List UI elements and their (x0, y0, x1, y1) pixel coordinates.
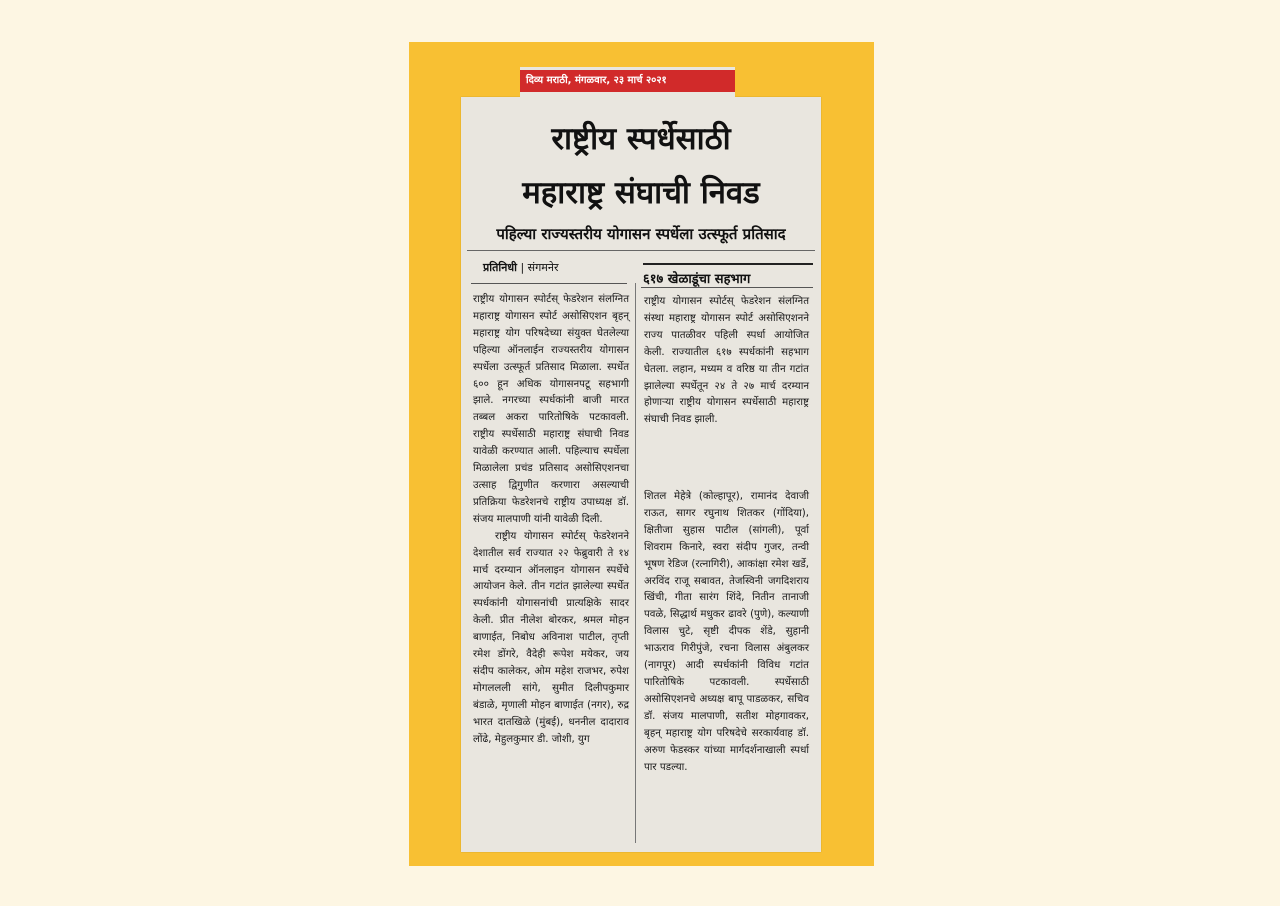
left-paragraph-1: राष्ट्रीय योगासन स्पोर्टस् फेडरेशन संलग्नित महाराष्ट्र योगासन स्पोर्ट असोसिएशन बृहन् महाराष्ट्र योग परिषदेच्या संयुक्त घेतलेल्या पहिल्या ऑनलाईन राज्यस्तरीय योगासन स्पर्धेला उत्स्फूर्त प्रतिसाद मिळाला. स्पर्धेत ६०० हून अधिक योगासनपटू सहभागी झाले. नगरच्या स्पर्धकांनी बाजी मारत तब्बल अकरा पारितोषिके पटकावली. राष्ट्रीय स्पर्धेसाठी महाराष्ट्र संघाची निवड यावेळी करण्यात आली. पहिल्याच स्पर्धेला मिळालेला प्रचंड प्रतिसाद असोसिएशनचा उत्साह द्विगुणीत करणारा असल्याची प्रतिक्रिया फेडरेशनचे राष्ट्रीय उपाध्यक्ष डॉ. संजय मालपाणी यांनी यावेळी दिली. (473, 294, 629, 525)
right-column-top (644, 294, 809, 429)
byline (483, 260, 558, 275)
side-heading: ६१७ खेळाडूंचा सहभाग (643, 263, 813, 287)
left-column-rule (471, 283, 627, 284)
byline-place: संगमनेर (527, 261, 559, 274)
right-paragraph-1: राष्ट्रीय योगासन स्पोर्टस् फेडरेशन संलग्नित संस्था महाराष्ट्र योगासन स्पोर्ट असोसिएशनने राज्य पातळीवर पहिली स्पर्धा आयोजित केली. राज्यातील ६१७ स्पर्धकांनी सहभाग घेतला. लहान, मध्यम व वरिष्ठ या तीन गटांत झालेल्या स्पर्धेतून २४ ते २७ मार्च दरम्यान होणाऱ्या राष्ट्रीय योगासन स्पर्धेसाठी महाराष्ट्र संघाची निवड झाली. (644, 296, 809, 426)
masthead-band: दिव्य मराठी, मंगळवार, २३ मार्च २०२१ (520, 70, 735, 92)
masthead (520, 67, 735, 97)
headline-line-1: राष्ट्रीय स्पर्धेसाठी (551, 121, 731, 157)
column-divider (635, 283, 636, 843)
right-column-bottom (644, 489, 809, 776)
newspaper-clipping (461, 97, 821, 852)
byline-separator: | (520, 261, 528, 274)
subheadline-rule (467, 250, 815, 251)
left-column (473, 292, 629, 748)
byline-author: प्रतिनिधी (483, 261, 517, 274)
right-paragraph-2: शितल मेहेत्रे (कोल्हापूर), रामानंद देवाजी राऊत, सागर रघुनाथ शितकर (गोंदिया), क्षितीजा सुहास पाटील (सांगली), पूर्वा शिवराम किनारे, स्वरा संदीप गुजर, तन्वी भूषण रेडिज (रत्नागिरी), आकांक्षा रमेश खर्डे, अरविंद राजू सबावत, तेजस्विनी जगदिशराय खिंची, गीता सारंग शिंदे, नितीन तानाजी पवळे, सिद्धार्थ मधुकर ढावरे (पुणे), कल्याणी विलास चुटे, सृष्टी दीपक शेंडे, सुहानी भाऊराव गिरीपुंजे, रचना विलास अंबुलकर (नागपूर) आदी स्पर्धकांनी विविध गटांत पारितोषिके पटकावली. स्पर्धेसाठी असोसिएशनचे अध्यक्ष बापू पाडळकर, सचिव डॉ. संजय मालपाणी, सतीश मोहगावकर, बृहन् महाराष्ट्र योग परिषदेचे सरकार्यवाह डॉ. अरुण फेडस्कर यांच्या मार्गदर्शनाखाली स्पर्धा पार पडल्या. (644, 491, 809, 773)
side-heading-rule (641, 287, 813, 288)
left-paragraph-2: राष्ट्रीय योगासन स्पोर्टस् फेडरेशनने देशातील सर्व राज्यात २२ फेब्रुवारी ते १४ मार्च दरम्यान ऑनलाइन योगासन स्पर्धेचे आयोजन केले. तीन गटांत झालेल्या स्पर्धेत स्पर्धकांनी योगासनांची प्रात्यक्षिके सादर केली. प्रीत नीलेश बोरकर, श्रमल मोहन बाणाईत, निबोध अविनाश पाटील, तृप्ती रमेश डोंगरे, वैदेही रूपेश मयेकर, जय संदीप कालेकर, ओम महेश राजभर, रुपेश मोगललली सांगे, सुमीत दिलीपकुमार बंडाळे, मृणाली मोहन बाणाईत (नगर), रुद्र भारत दातखिळे (मुंबई), धननील दादाराव लोंढे, मेहुलकुमार डी. जोशी, युग (473, 530, 629, 745)
subheadline: पहिल्या राज्यस्तरीय योगासन स्पर्धेला उत्स्फूर्त प्रतिसाद (496, 225, 786, 243)
headline-line-2: महाराष्ट्र संघाची निवड (522, 175, 760, 211)
